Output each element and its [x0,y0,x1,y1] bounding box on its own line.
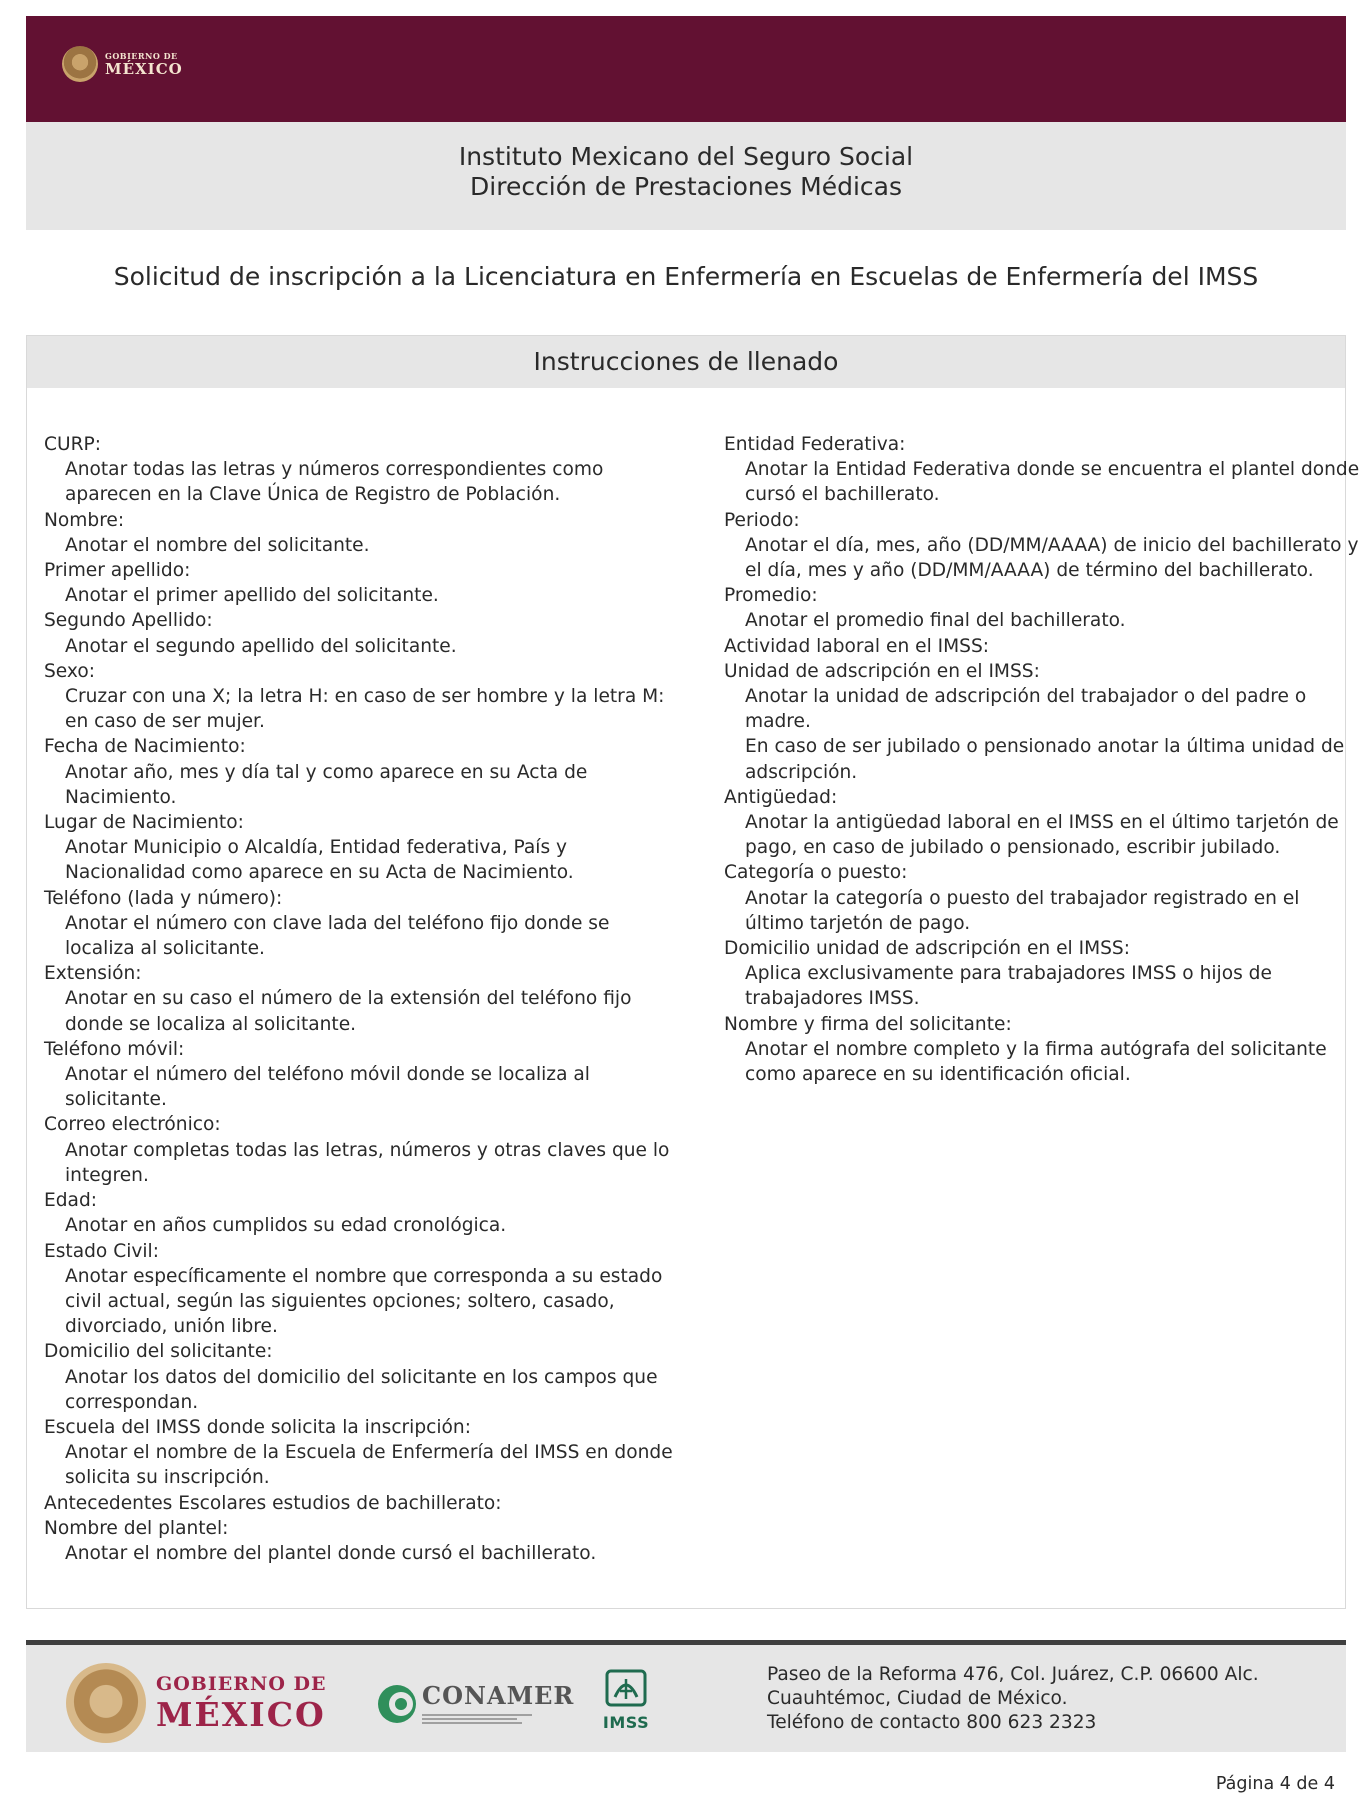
field-label: Lugar de Nacimiento: [44,812,244,834]
imss-logo [596,1669,656,1732]
field-description: Anotar el segundo apellido del solicitante. [65,635,457,657]
field-description: Anotar Municipio o Alcaldía, Entidad federativa, País y Nacionalidad como aparece en su Acta de Nacimiento. [65,837,574,884]
field-description: Aplica exclusivamente para trabajadores IMSS o hijos de trabajadores IMSS. [745,963,1272,1010]
conamer-logo [376,1681,574,1726]
field-label: Edad: [44,1190,98,1212]
field-label: Domicilio del solicitante: [44,1341,273,1363]
instruction-item [724,1012,1364,1088]
field-label: Primer apellido: [44,560,191,582]
instruction-item [44,1239,684,1340]
field-label: Teléfono (lada y número): [44,887,283,909]
field-label: Correo electrónico: [44,1114,221,1136]
field-label: Periodo: [724,509,800,531]
instruction-item [44,1188,684,1238]
instruction-item [724,634,1364,659]
instruction-item [44,432,684,508]
instruction-item [724,432,1364,508]
field-description: Anotar el día, mes, año (DD/MM/AAAA) de inicio del bachillerato y el día, mes y año (DD/MM/AAAA) de término del bachillerato. [745,534,1359,582]
field-label: Extensión: [44,963,142,985]
header-logo-line1: GOBIERNO DE [105,50,178,61]
imss-eagle-icon [601,1669,651,1709]
instruction-item [44,1415,684,1491]
instruction-item [44,608,684,658]
field-description: Anotar en años cumplidos su edad cronológica. [65,1215,507,1237]
field-description: Anotar el primer apellido del solicitante. [65,585,439,607]
conamer-name: CONAMER [422,1681,575,1710]
field-description: Anotar la antigüedad laboral en el IMSS en el último tarjetón de pago, en caso de jubilado o pensionado, escribir jubilado. [745,812,1339,859]
field-description: Anotar el promedio final del bachillerato. [745,610,1126,632]
form-title: Solicitud de inscripción a la Licenciatura en Enfermería en Escuelas de Enfermería del IMSS [113,262,1259,291]
footer [26,1640,1346,1752]
instruction-item [724,785,1364,861]
instruction-item [44,810,684,886]
field-description: Anotar la categoría o puesto del trabajador registrado en el último tarjetón de pago. [745,887,1300,934]
gobierno-logo-footer [66,1663,327,1743]
instruction-item [724,583,1364,633]
instruction-item [44,1112,684,1188]
field-label: Segundo Apellido: [44,610,213,632]
field-description: Anotar el nombre de la Escuela de Enfermería del IMSS en donde solicita su inscripción. [65,1442,673,1489]
field-description: Anotar los datos del domicilio del solicitante en los campos que correspondan. [65,1366,658,1413]
field-label: Antecedentes Escolares estudios de bachillerato: [44,1492,502,1514]
instruction-item [44,508,684,558]
top-banner [26,16,1346,122]
national-seal-icon [62,46,98,82]
conamer-subtitle-lines [422,1714,574,1724]
institute-header [26,122,1346,230]
address-line: Paseo de la Reforma 476, Col. Juárez, C.P. 06600 Alc. [767,1664,1259,1685]
field-description: Anotar específicamente el nombre que corresponda a su estado civil actual, según las siguientes opciones; soltero, casado, divorciado, unión libre. [65,1265,663,1338]
field-description: Cruzar con una X; la letra H: en caso de ser hombre y la letra M: en caso de ser mujer. [65,686,665,733]
instruction-item [44,558,684,608]
field-label: Entidad Federativa: [724,434,906,455]
instruction-item [44,1339,684,1415]
field-label: Nombre y firma del solicitante: [724,1013,1012,1035]
instructions-left-column [44,432,684,1566]
direction-name: Dirección de Prestaciones Médicas [470,172,902,201]
field-description: Anotar el nombre del solicitante. [65,534,370,556]
contact-phone: Teléfono de contacto 800 623 2323 [767,1712,1097,1733]
gobierno-logo-header [62,46,183,82]
footer-logo-line1: GOBIERNO DE [156,1673,327,1695]
field-label: CURP: [44,434,101,455]
instruction-item [44,734,684,810]
footer-logo-line2: MÉXICO [156,1695,326,1734]
instruction-item [44,961,684,1037]
instructions-panel [26,335,1360,1609]
institute-name: Instituto Mexicano del Seguro Social [458,142,914,171]
instructions-right-column [724,432,1364,1087]
field-description: Anotar todas las letras y números correspondientes como aparecen en la Clave Única de Registro de Población. [65,459,604,506]
page-number: Página 4 de 4 [1215,1774,1335,1794]
instruction-item [44,1037,684,1113]
field-description: Anotar la Entidad Federativa donde se encuentra el plantel donde cursó el bachillerato. [745,459,1360,506]
imss-label: IMSS [602,1713,650,1732]
address-line: Cuauhtémoc, Ciudad de México. [767,1688,1068,1709]
instruction-item [44,659,684,735]
field-label: Actividad laboral en el IMSS: [724,635,990,657]
field-label: Sexo: [44,660,95,682]
field-description: Anotar año, mes y día tal y como aparece en su Acta de Nacimiento. [65,761,588,808]
instruction-item [44,886,684,962]
field-description: Anotar en su caso el número de la extensión del teléfono fijo donde se localiza al solicitante. [65,988,632,1035]
field-label: Escuela del IMSS donde solicita la inscripción: [44,1416,471,1438]
field-description-extra: En caso de ser jubilado o pensionado anotar la última unidad de adscripción. [745,736,1345,783]
conamer-icon [376,1683,418,1725]
field-label: Fecha de Nacimiento: [44,736,246,758]
field-label: Nombre del plantel: [44,1517,229,1539]
instruction-item [724,508,1364,584]
field-label: Categoría o puesto: [724,862,908,884]
field-description: Anotar el nombre del plantel donde cursó el bachillerato. [65,1542,597,1564]
field-description: Anotar el nombre completo y la firma autógrafa del solicitante como aparece en su identificación oficial. [745,1038,1327,1086]
instruction-item [724,860,1364,936]
field-label: Unidad de adscripción en el IMSS: [724,660,1040,682]
field-description: Anotar completas todas las letras, números y otras claves que lo integren. [65,1139,670,1186]
field-label: Nombre: [44,509,125,531]
national-seal-icon [66,1663,146,1743]
header-logo-line2: MÉXICO [105,59,183,78]
instruction-item [44,1491,684,1516]
instruction-item [724,936,1364,1012]
instruction-item [724,659,1364,785]
contact-address [767,1663,1259,1735]
field-label: Antigüedad: [724,786,838,808]
field-label: Estado Civil: [44,1240,159,1262]
field-label: Promedio: [724,585,818,607]
field-label: Domicilio unidad de adscripción en el IMSS: [724,938,1131,960]
field-description: Anotar el número del teléfono móvil donde se localiza al solicitante. [65,1064,590,1111]
field-label: Teléfono móvil: [44,1038,185,1060]
instruction-item [44,1516,684,1566]
field-description: Anotar la unidad de adscripción del trabajador o del padre o madre. [745,686,1307,733]
instructions-title: Instrucciones de llenado [27,336,1345,388]
field-description: Anotar el número con clave lada del teléfono fijo donde se localiza al solicitante. [65,912,610,960]
